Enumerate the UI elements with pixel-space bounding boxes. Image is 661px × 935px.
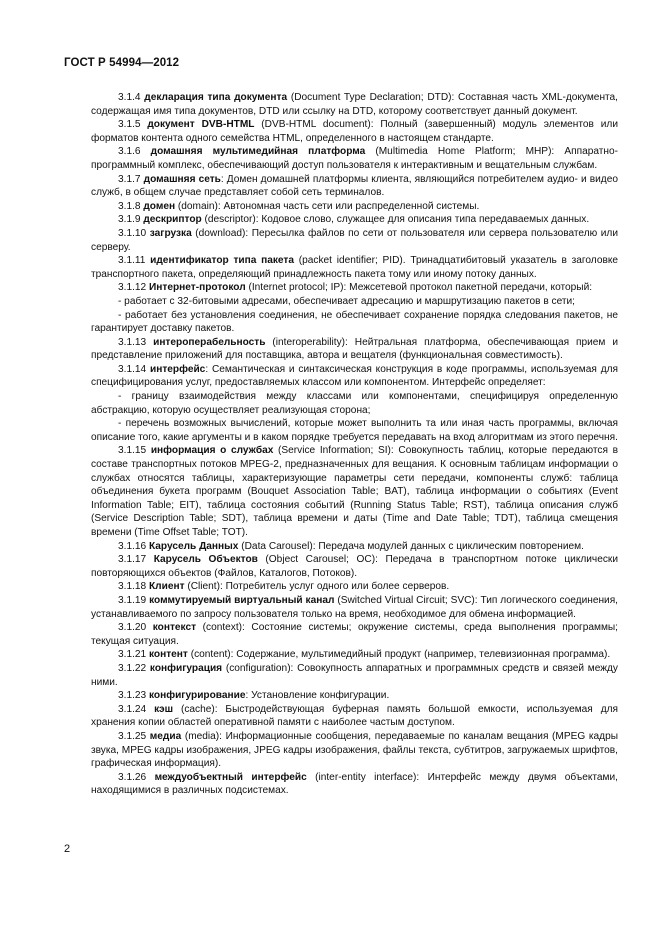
clause-number: 3.1.20	[118, 622, 147, 634]
definitions-list	[91, 91, 618, 798]
definition-text: (Data Carousel): Передача модулей данных с циклическим повторением.	[238, 540, 584, 552]
definition-text: (media): Информационные сообщения, передаваемые по каналам вещания (MPEG кадры звука, MPEG кадры изображения, JPEG кадры изображения, файлы текста, субтитров, загружаемых шрифтов, графическая информация).	[91, 730, 618, 770]
clause-number: 3.1.8	[118, 200, 141, 212]
definition-paragraph	[91, 771, 618, 798]
clause-number: 3.1.19	[118, 594, 147, 606]
defined-term: декларация типа документа	[144, 92, 288, 103]
defined-term: конфигурация	[149, 662, 223, 674]
definition-paragraph	[91, 580, 618, 594]
definition-text: (context): Состояние системы; окружение системы, среда выполнения программы; текущая ситуация.	[91, 622, 618, 647]
document-header: ГОСТ Р 54994—2012	[64, 57, 180, 69]
definition-text: (Multimedia Home Platform; MHP): Аппаратно-программный комплекс, обеспечивающий доступ пользователя к интерактивным и вещательным службам.	[91, 146, 618, 171]
clause-number: 3.1.6	[118, 146, 141, 158]
definition-paragraph	[91, 363, 618, 390]
clause-number: 3.1.23	[118, 690, 147, 702]
definition-text: (inter-entity interface): Интерфейс между двумя объектами, находящимися в различных подсистемах.	[91, 771, 618, 797]
defined-term: Интернет-протокол	[148, 282, 246, 294]
defined-term: медиа	[149, 730, 182, 742]
definition-paragraph	[91, 648, 618, 662]
definition-text: (content): Содержание, мультимедийный продукт (например, телевизионная программа).	[187, 649, 611, 661]
definition-text: (Document Type Declaration; DTD): Составная часть XML-документа, содержащая имя типа документов, DTD или ссылку на DTD, которому соответствует данный документ.	[91, 92, 618, 117]
definition-paragraph	[91, 118, 618, 145]
definition-text: (domain): Автономная часть сети или распределенной системы.	[175, 200, 480, 212]
definition-paragraph	[91, 336, 618, 363]
definition-paragraph	[91, 703, 618, 730]
defined-term: информация о службах	[150, 445, 274, 457]
defined-term: идентификатор типа пакета	[150, 255, 295, 267]
definition-paragraph	[91, 621, 618, 648]
clause-number: 3.1.14	[118, 363, 147, 375]
clause-number: 3.1.25	[118, 730, 147, 742]
clause-number: 3.1.13	[118, 336, 147, 348]
definition-paragraph	[91, 281, 618, 295]
definition-text: (packet identifier; PID). Тринадцатибитовый указатель в заголовке транспортного пакета, определяющий принадлежность пакета тому или иному потоку данных.	[91, 255, 619, 280]
definition-text: (Switched Virtual Circuit; SVC): Тип логического соединения, устанавливаемого по запросу пользователя только на время, необходимое для обмена информацией.	[91, 594, 618, 620]
definition-paragraph	[91, 662, 618, 689]
definition-text: (Object Carousel; OC): Передача в транспортном потоке циклически повторяющихся объектов (Файлов, Каталогов, Потоков).	[91, 554, 618, 579]
definition-paragraph	[91, 689, 618, 703]
defined-term: домашняя мультимедийная платформа	[150, 146, 366, 158]
clause-number: 3.1.12	[118, 282, 147, 294]
definition-text: (Internet protocol; IP): Межсетевой протокол пакетной передачи, который:	[245, 282, 593, 294]
definition-text: : Домен домашней платформы клиента, являющийся потребителем аудио- и видео служб, в общем случае представляет собой сеть терминалов.	[91, 173, 618, 199]
definition-text: (descriptor): Кодовое слово, служащее для описания типа передаваемых данных.	[201, 214, 590, 226]
clause-number: 3.1.9	[118, 214, 141, 226]
clause-number: 3.1.7	[118, 173, 141, 185]
definition-paragraph	[91, 145, 618, 172]
definition-paragraph	[91, 444, 618, 539]
definition-paragraph	[91, 173, 618, 200]
clause-number: 3.1.4	[118, 92, 141, 103]
definition-paragraph	[91, 309, 618, 336]
definition-text: (Client): Потребитель услуг одного или более серверов.	[184, 581, 450, 593]
definition-paragraph	[91, 594, 618, 621]
definition-paragraph	[91, 91, 618, 118]
definition-text: (configuration): Совокупность аппаратных и программных средств и связей между ними.	[91, 662, 618, 688]
defined-term: интерфейс	[149, 363, 206, 375]
defined-term: кэш	[154, 703, 174, 715]
definition-text: - перечень возможных вычислений, которые может выполнить та или иная часть программы, включая описание того, какие аргументы и в каком порядке требуется передавать на вход алгоритмам из этого перечня.	[91, 418, 618, 443]
clause-number: 3.1.26	[118, 771, 147, 783]
definition-paragraph	[91, 227, 618, 254]
defined-term: документ DVB-HTML	[147, 119, 255, 131]
clause-number: 3.1.21	[118, 649, 147, 661]
clause-number: 3.1.16	[118, 540, 147, 552]
definition-paragraph	[91, 730, 618, 771]
defined-term: междуобъектный интерфейс	[154, 771, 307, 783]
definition-paragraph	[91, 417, 618, 444]
defined-term: дескриптор	[143, 214, 202, 226]
page-number: 2	[64, 843, 71, 855]
definition-text: : Установление конфигурации.	[245, 690, 390, 702]
defined-term: контекст	[152, 622, 197, 634]
defined-term: Карусель Объектов	[153, 554, 258, 566]
clause-number: 3.1.5	[118, 119, 141, 131]
definition-paragraph	[91, 553, 618, 580]
definition-text: (Service Information; SI): Совокупность таблиц, которые передаются в составе транспортных потоков MPEG-2, предназначенных для вещания. К основным таблицам информации о службах относятся таблицы, характеризующие параметры сети передачи, компоненты служб: таблица объединения букета программ (Bouquet Association Table; BAT), таблица информации о событиях (Event Information Table; EIT), таблица состояния событий (Running Status Table; RST), таблица описания служб (Service Description Table; SDT), таблица времени и даты (Time and Date Table; TDT), таблица смещения времени (Time Offset Table; TOT).	[91, 445, 618, 538]
defined-term: коммутируемый виртуальный канал	[149, 594, 335, 606]
definition-text: (DVB-HTML document): Полный (завершенный) модуль элементов или форматов контента одного семейства HTML, определенного в настоящем стандарте.	[91, 119, 618, 144]
definition-text: - границу взаимодействия между классами или компонентами, специфицируя определенную абстракцию, которую осуществляет реализующая сторона;	[91, 391, 618, 416]
defined-term: загрузка	[149, 227, 192, 239]
definition-paragraph	[91, 200, 618, 214]
definition-paragraph	[91, 390, 618, 417]
defined-term: Карусель Данных	[148, 540, 239, 552]
defined-term: контент	[148, 649, 188, 661]
clause-number: 3.1.24	[118, 703, 147, 715]
defined-term: домашняя сеть	[143, 173, 221, 185]
clause-number: 3.1.10	[118, 227, 147, 239]
clause-number: 3.1.22	[118, 662, 147, 674]
definition-text: (interoperability): Нейтральная платформа, обеспечивающая прием и представление приложений для поставщика, автора и вещателя (функциональная совместимость).	[91, 336, 618, 362]
defined-term: домен	[143, 200, 176, 212]
defined-term: конфигурирование	[148, 690, 246, 702]
definition-text: (download): Пересылка файлов по сети от пользователя или сервера пользователю или серверу.	[91, 227, 618, 253]
definition-paragraph	[91, 540, 618, 554]
clause-number: 3.1.18	[118, 581, 147, 593]
clause-number: 3.1.15	[118, 445, 147, 457]
defined-term: интероперабельность	[153, 336, 266, 348]
clause-number: 3.1.11	[118, 255, 146, 267]
defined-term: Клиент	[148, 581, 185, 593]
definition-text: (cache): Быстродействующая буферная память большой емкости, используемая для хранения копии областей оперативной памяти с наиболее частым доступом.	[91, 703, 618, 729]
definition-text: - работает с 32-битовыми адресами, обеспечивает адресацию и маршрутизацию пакетов в сети;	[118, 295, 575, 307]
clause-number: 3.1.17	[118, 554, 147, 566]
definition-paragraph	[91, 254, 618, 281]
definition-paragraph	[91, 213, 618, 227]
definition-text: : Семантическая и синтаксическая конструкция в коде программы, используемая для специфицирования услуг, предоставляемых классом или компонентом. Интерфейс определяет:	[91, 363, 618, 389]
definition-text: - работает без установления соединения, не обеспечивает сохранение порядка следования пакетов, не гарантирует доставку пакетов.	[91, 309, 618, 335]
definition-paragraph	[91, 295, 618, 309]
